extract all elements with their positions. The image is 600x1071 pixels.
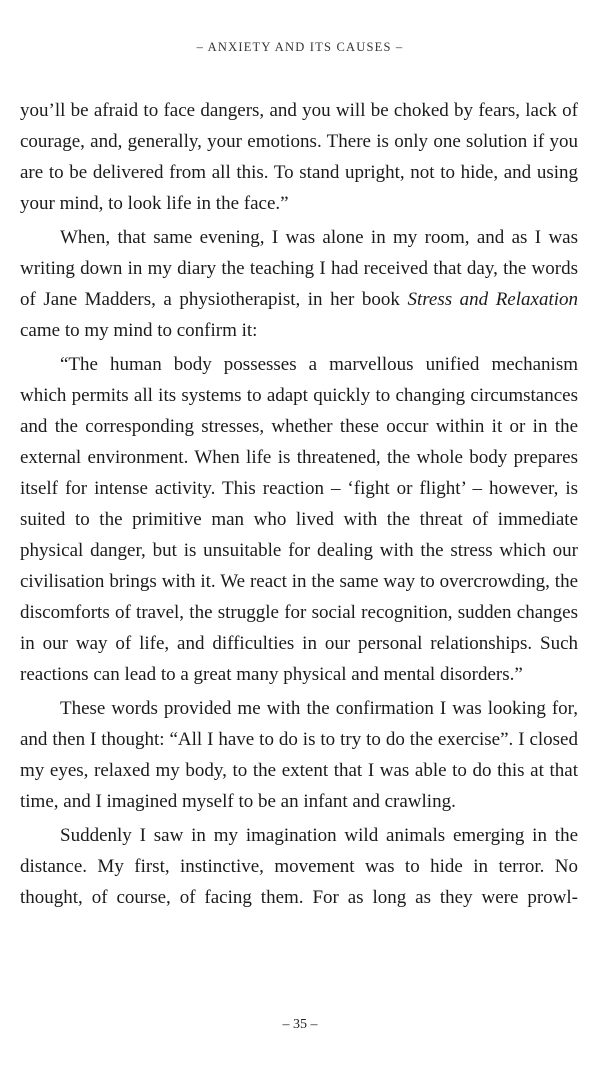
paragraph-1: you’ll be afraid to face dangers, and you will be choked by fears, lack of courage, and, generally, your emotions. There is only one solution if you are to be delivered from all this. To stand upright, not to hide, and using your mind, to look life in the face.” [20, 100, 578, 214]
paragraph-2-text-before: When, that same evening, I was alone in my room, and as I was writing down in my diary the teaching I had received that day, the words of Jane Madders, a physiotherapist, in her book [20, 227, 578, 310]
paragraph-2-text-after: came to my mind to confirm it: [20, 320, 258, 341]
running-head: – ANXIETY AND ITS CAUSES – [196, 40, 404, 54]
page-number: – 35 – [282, 1017, 318, 1032]
paragraph-5: Suddenly I saw in my imagination wild animals emerging in the distance. My first, instinctive, movement was to hide in terror. No thought, of course, of facing them. For as long as they were prowl- [20, 825, 578, 908]
body-text [20, 95, 578, 913]
book-title: Stress and Relaxation [407, 289, 579, 310]
paragraph-4: These words provided me with the confirmation I was looking for, and then I thought: “All I have to do is to try to do the exercise”. I closed my eyes, relaxed my body, to the extent that I was able to do this at that time, and I imagined myself to be an infant and crawling. [20, 698, 578, 812]
paragraph-3-quote: “The human body possesses a marvellous unified mechanism which permits all its systems to adapt quickly to changing circumstances and the corresponding stresses, whether these occur within it or in the external environment. When life is threatened, the whole body prepares itself for intense activity. This reaction – ‘fight or flight’ – however, is suited to the primitive man who lived with the threat of immediate physical danger, but is unsuitable for dealing with the stress which our civilisation brings with it. We react in the same way to overcrowding, the discomforts of travel, the struggle for social recognition, sudden changes in our way of life, and difficulties in our personal relationships. Such reactions can lead to a great many physical and mental disorders.” [20, 354, 578, 685]
paragraph-2 [20, 222, 578, 346]
